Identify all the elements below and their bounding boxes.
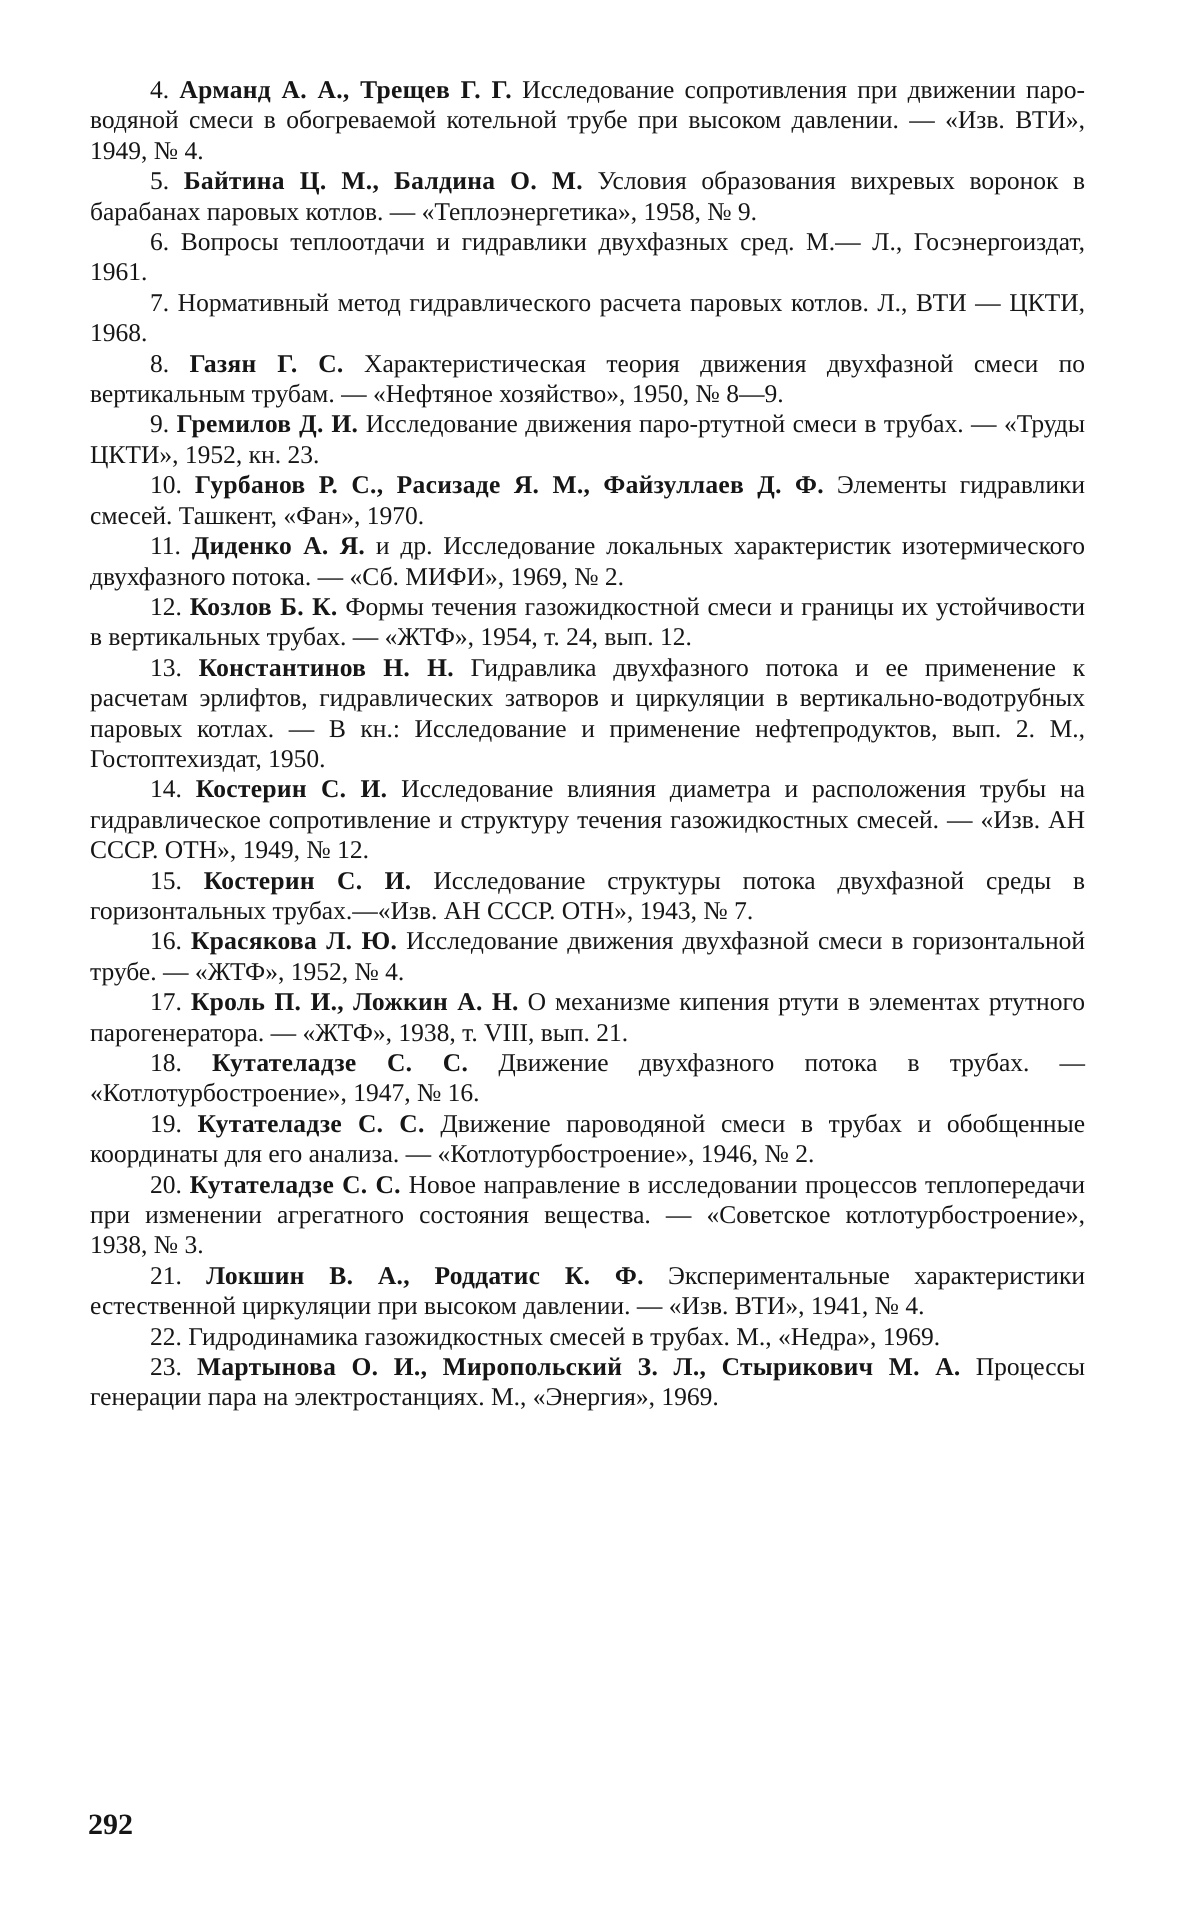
- reference-number: 7.: [150, 287, 170, 317]
- reference-number: 15.: [150, 865, 182, 895]
- reference-text: Гидравлика двухфазного потока и ее применение к расчетам эрлифтов, гидравлических затворов и циркуляции в вертикально-водотрубных паровых котлах. — В кн.: Исследование и применение нефтепродуктов, вып. 2. М., Гостоптехиздат, 1950.: [90, 652, 1085, 773]
- reference-text: Экспериментальные характеристики естественной циркуляции при высоком давлении. — «Изв. ВТИ», 1941, № 4.: [90, 1260, 1085, 1321]
- reference-entry-15: [90, 866, 1085, 927]
- reference-text: Движение пароводяной смеси в трубах и обобщенные координаты для его анализа. — «Котлотурбостроение», 1946, № 2.: [90, 1108, 1086, 1169]
- reference-entry-19: [90, 1109, 1085, 1170]
- reference-entry-13: [90, 653, 1085, 775]
- reference-number: 17.: [150, 987, 182, 1017]
- reference-number: 13.: [150, 652, 182, 682]
- reference-number: 16.: [150, 926, 182, 956]
- reference-entry-6: [90, 227, 1085, 288]
- reference-entry-17: [90, 987, 1085, 1048]
- reference-text: О механизме кипения ртути в элементах ртутного парогенератора. — «ЖТФ», 1938, т. VIII, вып. 21.: [90, 987, 1086, 1047]
- reference-number: 9.: [150, 409, 170, 439]
- reference-authors: Кутателадзе С. С.: [197, 1108, 425, 1138]
- reference-number: 23.: [150, 1352, 182, 1382]
- reference-text: Характеристическая теория движения двухфазной смеси по вертикальным трубам. — «Нефтяное хозяйство», 1950, № 8—9.: [90, 348, 1086, 409]
- reference-number: 20.: [150, 1169, 182, 1199]
- reference-number: 12.: [150, 591, 182, 621]
- reference-authors: Байтина Ц. М., Балдина О. М.: [183, 166, 583, 196]
- reference-authors: Диденко А. Я.: [191, 531, 366, 561]
- reference-number: 21.: [150, 1260, 182, 1290]
- reference-entry-14: [90, 774, 1085, 865]
- reference-authors: Арманд А. А., Трещев Г. Г.: [179, 75, 512, 104]
- reference-entry-9: [90, 409, 1085, 470]
- reference-number: 19.: [150, 1108, 182, 1138]
- reference-entry-23: [90, 1352, 1085, 1413]
- reference-authors: Константинов Н. Н.: [198, 652, 454, 682]
- reference-text: Условия образования вихревых воронок в барабанах паровых котлов. — «Теплоэнергетика», 1958, № 9.: [90, 166, 1086, 226]
- reference-text: Исследование движения паро-ртутной смеси в трубах. — «Труды ЦКТИ», 1952, кн. 23.: [90, 409, 1086, 469]
- reference-number: 11.: [150, 531, 181, 561]
- reference-authors: Красякова Л. Ю.: [190, 926, 398, 956]
- reference-authors: Кутателадзе С. С.: [189, 1169, 401, 1199]
- reference-number: 10.: [150, 470, 182, 500]
- reference-entry-16: [90, 926, 1085, 987]
- reference-authors: Газян Г. С.: [189, 348, 344, 378]
- reference-entry-22: [90, 1322, 1085, 1352]
- reference-authors: Мартынова О. И., Миропольский З. Л., Стырикович М. А.: [197, 1352, 961, 1382]
- reference-authors: Кутателадзе С. С.: [212, 1048, 469, 1077]
- reference-number: 4.: [150, 75, 170, 104]
- reference-authors: Костерин С. И.: [203, 865, 412, 895]
- reference-text: Процессы генерации пара на электростанциях. М., «Энергия», 1969.: [90, 1352, 1086, 1412]
- reference-text: Исследование влияния диаметра и расположения трубы на гидравлическое сопротивление и структуру течения газожидкостных смесей. — «Изв. АН СССР. ОТН», 1949, № 12.: [90, 774, 1085, 865]
- reference-authors: Костерин С. И.: [195, 774, 388, 804]
- reference-number: 6.: [150, 227, 170, 257]
- reference-entry-12: [90, 592, 1085, 653]
- reference-text: Элементы гидравлики смесей. Ташкент, «Фан», 1970.: [90, 470, 1086, 530]
- reference-number: 22.: [150, 1321, 182, 1351]
- reference-number: 18.: [150, 1048, 182, 1077]
- reference-text: Исследование движения двухфазной смеси в горизонтальной трубе. — «ЖТФ», 1952, № 4.: [90, 926, 1086, 986]
- reference-text: Вопросы теплоотдачи и гидравлики двухфазных сред. М.— Л., Госэнергоиздат, 1961.: [90, 227, 1086, 287]
- reference-number: 14.: [150, 774, 182, 804]
- reference-number: 5.: [150, 166, 170, 196]
- reference-authors: Кроль П. И., Ложкин А. Н.: [190, 987, 519, 1017]
- reference-text: Нормативный метод гидравлического расчета паровых котлов. Л., ВТИ — ЦКТИ, 1968.: [90, 287, 1086, 348]
- reference-text: Новое направление в исследовании процессов теплопередачи при изменении агрегатного состояния вещества. — «Советское котлотурбостроение», 1938, № 3.: [90, 1169, 1086, 1260]
- reference-entry-7: [90, 288, 1085, 349]
- page-number: 292: [88, 1808, 133, 1841]
- reference-text: Формы течения газожидкостной смеси и границы их устойчивости в вертикальных трубах. — «ЖТФ», 1954, т. 24, вып. 12.: [90, 591, 1086, 652]
- reference-entry-21: [90, 1261, 1085, 1322]
- reference-entry-20: [90, 1170, 1085, 1261]
- reference-entry-10: [90, 470, 1085, 531]
- reference-text: Исследование структуры потока двухфазной среды в горизонтальных трубах.—«Изв. АН СССР. ОТН», 1943, № 7.: [90, 865, 1086, 925]
- reference-entry-18: [90, 1048, 1085, 1109]
- reference-entry-11: [90, 531, 1085, 592]
- reference-authors: Локшин В. А., Роддатис К. Ф.: [206, 1260, 644, 1290]
- reference-authors: Гурбанов Р. С., Расизаде Я. М., Файзуллаев Д. Ф.: [194, 470, 824, 500]
- reference-list: [90, 75, 1085, 1413]
- reference-text: Движение двухфазного потока в трубах. — «Котлотурбостроение», 1947, № 16.: [90, 1048, 1086, 1108]
- reference-entry-8: [90, 349, 1085, 410]
- reference-entry-5: [90, 166, 1085, 227]
- reference-authors: Козлов Б. К.: [189, 591, 338, 621]
- reference-authors: Гремилов Д. И.: [176, 409, 359, 439]
- reference-text: и др. Исследование локальных характеристик изотермического двухфазного потока. — «Сб. МИФИ», 1969, № 2.: [90, 531, 1086, 591]
- reference-text: Исследование сопротивления при движении паро-водяной смеси в обогреваемой котельной трубе при высоком давлении. — «Изв. ВТИ», 1949, № 4.: [90, 75, 1086, 165]
- reference-text: Гидродинамика газожидкостных смесей в трубах. М., «Недра», 1969.: [188, 1321, 941, 1351]
- reference-number: 8.: [150, 348, 170, 378]
- reference-entry-4: [90, 75, 1085, 166]
